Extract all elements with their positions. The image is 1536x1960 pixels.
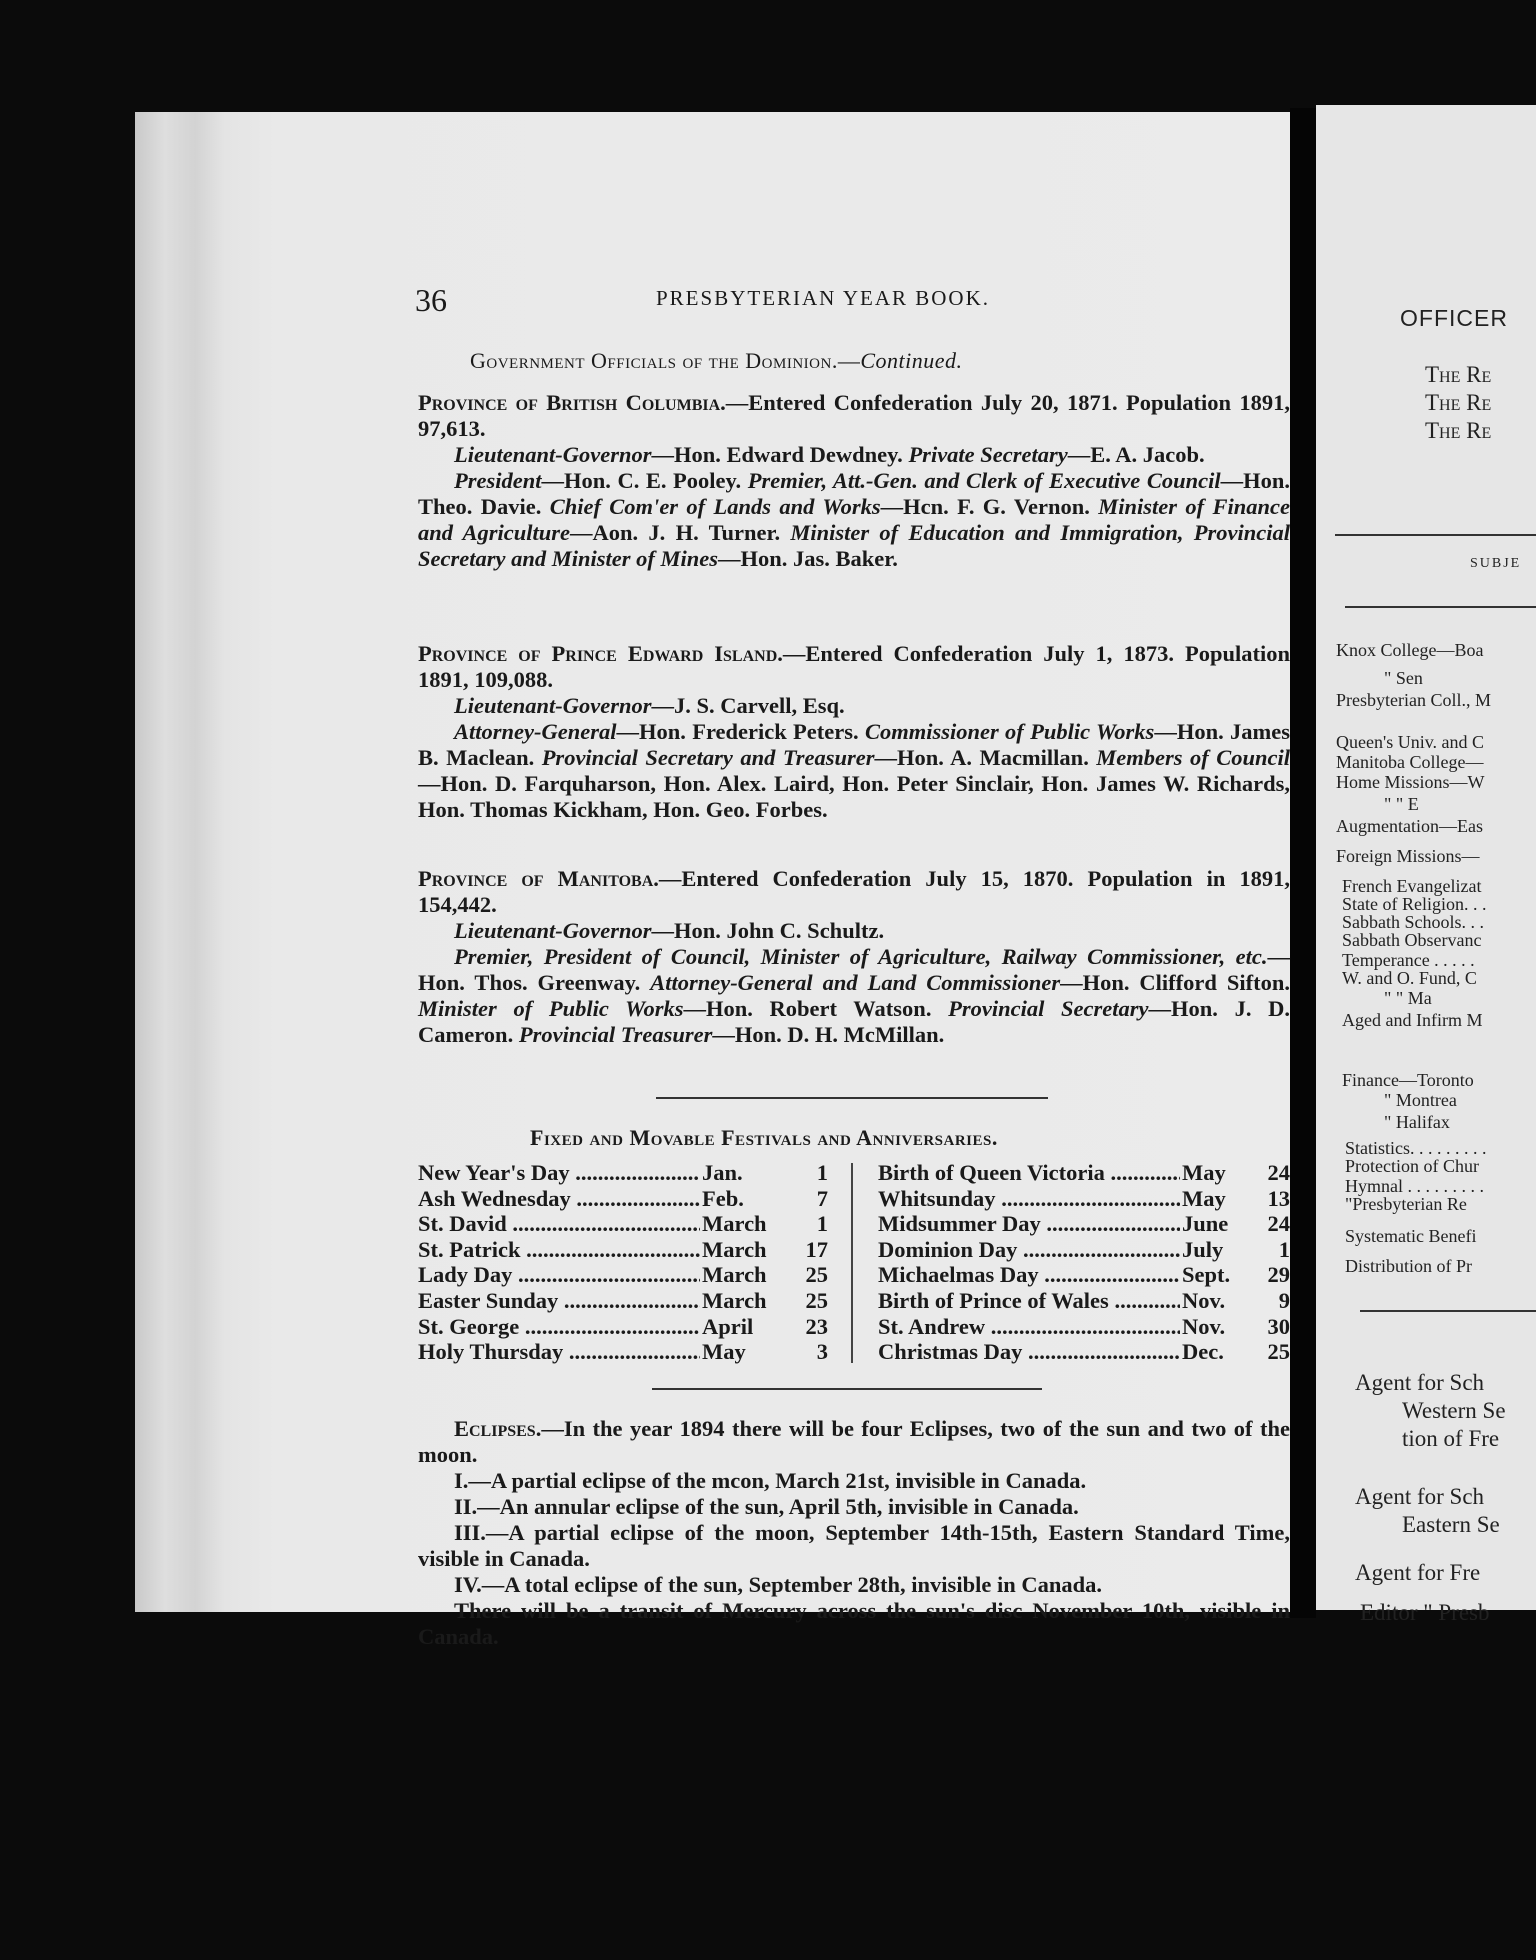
right-page-index-item: Protection of Chur [1345,1156,1479,1176]
right-page-index-item: " Sen [1384,668,1423,688]
right-page-index-item: " " Ma [1384,988,1432,1008]
right-page-index-item: French Evangelizat [1342,876,1482,896]
page-number: 36 [415,282,447,318]
right-page-line: The Re [1425,362,1492,387]
right-page-index-item: Aged and Infirm M [1342,1010,1483,1030]
festival-row: Christmas Day ..... Dec. 25 [878,1339,1290,1365]
right-page-index-item: " Halifax [1384,1112,1450,1132]
right-page-index-item: Systematic Benefi [1345,1226,1477,1246]
festival-row: St. David ..... March 1 [418,1211,828,1237]
right-page-index-item: W. and O. Fund, C [1342,968,1477,988]
festival-row: Lady Day ..... March 25 [418,1262,828,1288]
festivals-title: Fixed and Movable Festivals and Anniversaries. [530,1125,998,1150]
right-page-index-item: Temperance . . . . . [1342,950,1475,970]
right-page-index-item: "Presbyterian Re [1345,1194,1467,1214]
right-page-index-item: Finance—Toronto [1342,1070,1474,1090]
right-page-index-item: " Montrea [1384,1090,1457,1110]
right-page-line: The Re [1425,390,1492,415]
festival-row: Michaelmas Day ..... Sept. 29 [878,1262,1290,1288]
right-page-agent-line: Agent for Sch [1355,1484,1485,1509]
right-page-index-item: Knox College—Boa [1336,640,1484,660]
pei-section: Province of Prince Edward Island.—Entered Confederation July 1, 1873. Population 1891, 109,088. Lieutenant-Governor—J. S. Carvell, Esq. Attorney-General—Hon. Frederick Peters. Commissioner of Public Works—Hon. James B. Maclean. Provincial Secretary and Treasurer—Hon. A. Macmillan. Members of Council—Hon. D. Farquharson, Hon. Alex. Laird, Hon. Peter Sinclair, Hon. James W. Richards, Hon. Thomas Kickham, Hon. Geo. Forbes. [418,641,1291,822]
bc-section: Province of British Columbia.—Entered Confederation July 20, 1871. Population 1891, 97,613. Lieutenant-Governor—Hon. Edward Dewdney. Private Secretary—E. A. Jacob. President—Hon. C. E. Pooley. Premier, Att.-Gen. and Clerk of Executive Council—Hon. Theo. Davie. Chief Com'er of Lands and Works—Hcn. F. G. Vernon. Minister of Finance and Agriculture—Aon. J. H. Turner. Minister of Education and Immigration, Provincial Secretary and Minister of Mines—Hon. Jas. Baker. [418,390,1291,571]
right-page-agent-line: tion of Fre [1402,1426,1500,1451]
festival-row: Birth of Prince of Wales ..... Nov. 9 [878,1288,1290,1314]
divider-rule [1335,534,1536,536]
right-page-index-item: Augmentation—Eas [1336,816,1483,836]
festival-row: Birth of Queen Victoria ..... May 24 [878,1160,1290,1186]
festivals-right-column [878,1160,1290,1365]
right-page-index-item: State of Religion. . . [1342,894,1487,914]
festival-row: St. Andrew ..... Nov. 30 [878,1314,1290,1340]
right-page-index-item: Queen's Univ. and C [1336,732,1485,752]
right-page-agent-line: Eastern Se [1402,1512,1500,1537]
subject-header: SUBJE [1470,556,1522,571]
right-page-index-item: Manitoba College— [1336,752,1484,772]
right-page-index-item: Home Missions—W [1336,772,1485,792]
festival-row: Holy Thursday ..... May 3 [418,1339,828,1365]
festival-row: Midsummer Day ..... June 24 [878,1211,1290,1237]
running-head: PRESBYTERIAN YEAR BOOK. [656,286,990,310]
festival-row: New Year's Day ..... Jan. 1 [418,1160,828,1186]
right-page-agent-line: Agent for Fre [1355,1560,1481,1585]
festival-row: St. George ..... April 23 [418,1314,828,1340]
right-page-editor-line: Editor " Presb [1360,1600,1490,1625]
festival-row: Easter Sunday ..... March 25 [418,1288,828,1314]
right-page-agent-line: Agent for Sch [1355,1370,1485,1395]
eclipses-section: Eclipses.—In the year 1894 there will be four Eclipses, two of the sun and two of the moon. I.—A partial eclipse of the mcon, March 21st, invisible in Canada. II.—An annular eclipse of the sun, April 5th, invisible in Canada. III.—A partial eclipse of the moon, September 14th-15th, Eastern Standard Time, visible in Canada. IV.—A total eclipse of the sun, September 28th, invisible in Canada. There will be a transit of Mercury across the sun's disc November 10th, visible in Canada. [418,1416,1290,1649]
right-page-index-item: " " E [1384,794,1419,814]
right-page-index-item: Distribution of Pr [1345,1256,1473,1276]
divider-rule [1345,606,1536,608]
section-title: Government Officials of the Dominion.—Continued. [470,348,963,373]
right-page-title: OFFICER [1400,305,1508,331]
divider-rule [652,1388,1042,1390]
manitoba-section: Province of Manitoba.—Entered Confederation July 15, 1870. Population in 1891, 154,442. Lieutenant-Governor—Hon. John C. Schultz. Premier, President of Council, Minister of Agriculture, Railway Commissioner, etc.—Hon. Thos. Greenway. Attorney-General and Land Commissioner—Hon. Clifford Sifton. Minister of Public Works—Hon. Robert Watson. Provincial Secretary—Hon. J. D. Cameron. Provincial Treasurer—Hon. D. H. McMillan. [418,866,1291,1047]
divider-rule [656,1097,1048,1099]
right-page-index-item: Sabbath Observanc [1342,930,1482,950]
left-page [135,112,1295,1612]
right-page-index-item: Presbyterian Coll., M [1336,690,1491,710]
right-page-agent-line: Western Se [1402,1398,1506,1423]
right-page-index-item: Statistics. . . . . . . . . [1345,1138,1487,1158]
festival-row: Whitsunday ..... May 13 [878,1186,1290,1212]
right-page-line: The Re [1425,418,1492,443]
right-page-index-item: Foreign Missions— [1336,846,1480,866]
festival-column-divider [851,1163,853,1363]
right-page-index-item: Sabbath Schools. . . [1342,912,1484,932]
right-page-index-item: Hymnal . . . . . . . . . [1345,1176,1484,1196]
book-gutter [1290,108,1316,1618]
festival-row: Dominion Day ..... July 1 [878,1237,1290,1263]
divider-rule [1360,1310,1536,1312]
festival-row: Ash Wednesday ..... Feb. 7 [418,1186,828,1212]
festival-row: St. Patrick ..... March 17 [418,1237,828,1263]
festivals-left-column [418,1160,828,1365]
